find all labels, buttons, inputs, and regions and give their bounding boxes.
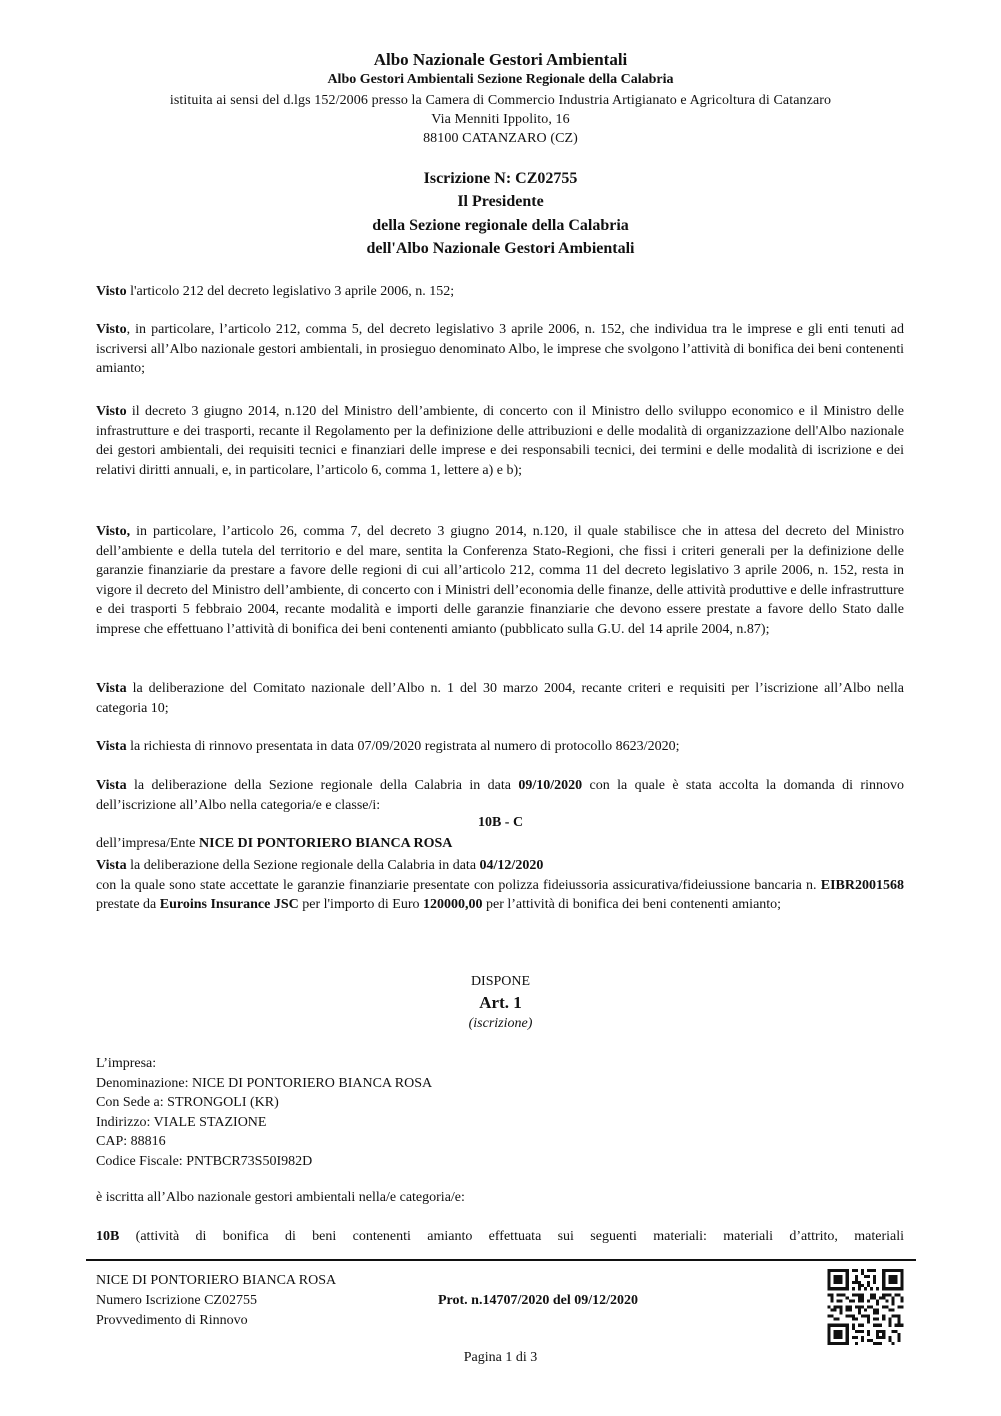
preamble-paragraph	[96, 737, 904, 757]
preamble-paragraph	[96, 282, 904, 302]
paragraph-text: l'articolo 212 del decreto legislativo 3 aprile 2006, n. 152;	[126, 284, 455, 299]
categoria-text: (attività di bonifica di beni contenenti amianto effettuata sui seguenti materiali: materiali d’attrito, materiali	[119, 1229, 904, 1244]
organization-subtitle: Albo Gestori Ambientali Sezione Regionale della Calabria	[327, 72, 674, 87]
preamble-paragraph	[96, 522, 904, 640]
paragraph-lead: Vista	[96, 739, 127, 754]
impresa-label: dell’impresa/Ente	[96, 836, 200, 851]
impresa-codice-fiscale: Codice Fiscale: PNTBCR73S50I982D	[96, 1154, 313, 1169]
paragraph-text: in particolare, l’articolo 26, comma 7, del decreto 3 giugno 2014, n.120, il quale stabilisce che in attesa del decreto del Ministro dell’ambiente e della tutela del territorio e del mare, sentita la Conferenza Stato-Regioni, che fissi i criteri generali per la definizione delle garanzie finanziarie da prestare a favore delle regioni di cui all’articolo 212, comma 11 del decreto legislativo 3 aprile 2006, n. 152, resta in vigore il decreto del Ministro dell’ambiente, di concerto con i Ministri dell’economia delle finanze, delle attività produttive e delle infrastrutture e dei trasporti 5 febbraio 2004, recante modalità e importi delle garanzie finanziarie che devono essere prestate a favore dello Stato dalle imprese che effettuano l’attività di bonifica dei beni contenenti amianto (pubblicato sulla G.U. del 14 aprile 2004, n.87);	[96, 524, 904, 637]
paragraph-text: il decreto 3 giugno 2014, n.120 del Ministro dell’ambiente, di concerto con il Ministro dello sviluppo economico e il Ministro delle infrastrutture e dei trasporti, recante il Regolamento per la definizione delle attribuzioni e delle modalità di organizzazione dell'Albo nazionale dei gestori ambientali, dei requisiti tecnici e finanziari delle imprese e dei responsabili tecnici, dei termini e delle modalità di iscrizione e dei relativi diritti annuali, e, in particolare, l’articolo 6, comma 1, lettere a) e b);	[96, 404, 904, 478]
delibera-rinnovo-paragraph	[96, 776, 904, 815]
impresa-indirizzo: Indirizzo: VIALE STAZIONE	[96, 1115, 267, 1130]
preamble-paragraph	[96, 679, 904, 718]
page-number: Pagina 1 di 3	[463, 1350, 538, 1365]
impresa-intro: L’impresa:	[96, 1056, 157, 1071]
paragraph-text: la deliberazione del Comitato nazionale dell’Albo n. 1 del 30 marzo 2004, recante criteri e requisiti per l’iscrizione all’Albo nella categoria 10;	[96, 681, 904, 716]
organization-address: Via Menniti Ippolito, 16	[431, 112, 570, 127]
footer-company: NICE DI PONTORIERO BIANCA ROSA	[96, 1273, 337, 1288]
paragraph-text: per l’attività di bonifica dei beni contenenti amianto;	[482, 897, 782, 913]
garanzie-date: 04/12/2020	[479, 858, 544, 873]
albo-heading: dell'Albo Nazionale Gestori Ambientali	[366, 240, 635, 257]
paragraph-lead: Vista	[96, 681, 127, 696]
paragraph-text: per l'importo di Euro	[298, 897, 423, 913]
footer-provvedimento: Provvedimento di Rinnovo	[96, 1313, 248, 1328]
footer-protocollo: Prot. n.14707/2020 del 09/12/2020	[438, 1293, 639, 1308]
organization-title: Albo Nazionale Gestori Ambientali	[373, 50, 628, 69]
paragraph-text: la richiesta di rinnovo presentata in data 07/09/2020 registrata al numero di protocollo 8623/2020;	[126, 739, 680, 754]
paragraph-text: con la quale è stata accolta la domanda di rinnovo dell’iscrizione all’Albo nella categoria/e e classe/i:	[96, 778, 904, 813]
footer-divider	[86, 1259, 916, 1261]
paragraph-lead: Vista	[96, 778, 127, 793]
article-subtitle: (iscrizione)	[468, 1016, 533, 1031]
preamble-paragraph	[96, 320, 904, 379]
sezione-heading: della Sezione regionale della Calabria	[372, 217, 629, 234]
organization-city: 88100 CATANZARO (CZ)	[423, 131, 578, 146]
organization-description: istituita ai sensi del d.lgs 152/2006 presso la Camera di Commercio Industria Artigianato e Agricoltura di Catanzaro	[169, 93, 832, 108]
polizza-number: EIBR2001568	[820, 877, 904, 893]
iscrizione-number: Iscrizione N: CZ02755	[423, 170, 578, 187]
paragraph-lead: Visto,	[96, 524, 131, 539]
impresa-sede: Con Sede a: STRONGOLI (KR)	[96, 1095, 279, 1110]
categoria-description	[96, 1227, 904, 1247]
article-heading: Art. 1	[479, 993, 522, 1012]
paragraph-text: prestate da	[96, 897, 160, 913]
paragraph-text: , in particolare, l’articolo 212, comma 5, del decreto legislativo 3 aprile 2006, n. 152, che individua tra le imprese e gli enti tenuti ad iscriversi all’Albo nazionale gestori ambientali, in prosieguo denominato Albo, le imprese che svolgono l’attività di bonifica dei beni contenenti amianto;	[96, 322, 904, 377]
delibera-garanzie-paragraph	[96, 856, 904, 915]
paragraph-text: con la quale sono state accettate le garanzie finanziarie presentate con polizza fideiussoria assicurativa/fideiussione bancaria n.	[96, 877, 821, 893]
paragraph-text: la deliberazione della Sezione regionale della Calabria in data	[126, 858, 480, 873]
impresa-name: NICE DI PONTORIERO BIANCA ROSA	[199, 836, 453, 851]
paragraph-lead: Visto	[96, 284, 127, 299]
insurer-name: Euroins Insurance JSC	[159, 897, 299, 913]
impresa-line	[96, 834, 904, 854]
guarantee-amount: 120000,00	[423, 897, 483, 913]
qr-code-icon	[827, 1269, 904, 1345]
impresa-cap: CAP: 88816	[96, 1134, 166, 1149]
footer-numero-iscrizione: Numero Iscrizione CZ02755	[96, 1293, 257, 1308]
impresa-denominazione: Denominazione: NICE DI PONTORIERO BIANCA ROSA	[96, 1076, 433, 1091]
categoria-classe: 10B - C	[477, 815, 524, 830]
paragraph-text: la deliberazione della Sezione regionale della Calabria in data	[126, 778, 519, 793]
iscritta-statement: è iscritta all’Albo nazionale gestori ambientali nella/e categoria/e:	[96, 1190, 465, 1205]
preamble-paragraph	[96, 402, 904, 480]
categoria-code: 10B	[96, 1229, 120, 1244]
paragraph-lead: Vista	[96, 858, 127, 873]
presidente-heading: Il Presidente	[457, 193, 544, 210]
delibera-date: 09/10/2020	[518, 778, 583, 793]
paragraph-lead: Visto	[96, 322, 127, 337]
dispone-heading: DISPONE	[470, 974, 531, 989]
paragraph-lead: Visto	[96, 404, 127, 419]
